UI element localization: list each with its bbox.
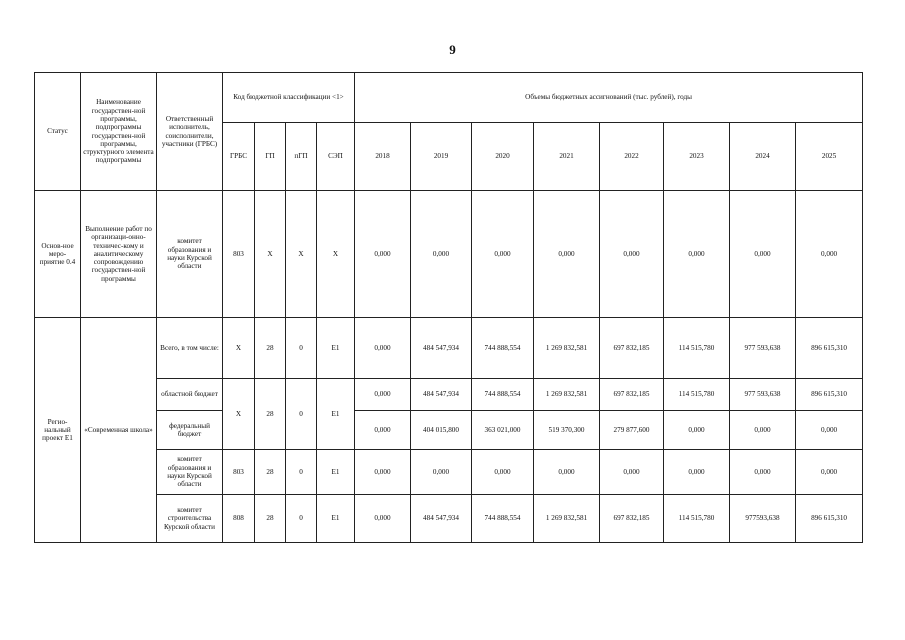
value-cell: 977593,638: [730, 495, 796, 543]
value-cell: 404 015,800: [411, 411, 472, 450]
code-cell: 28: [255, 495, 286, 543]
value-cell: 0,000: [664, 411, 730, 450]
status-cell: Основ-ное меро-приятие 0.4: [35, 191, 81, 318]
value-cell: 977 593,638: [730, 379, 796, 411]
code-cell: Е1: [317, 495, 355, 543]
value-cell: 114 515,780: [664, 495, 730, 543]
header-code-sep: СЭП: [317, 123, 355, 191]
value-cell: 0,000: [730, 450, 796, 495]
value-cell: 1 269 832,581: [534, 379, 600, 411]
code-cell: Е1: [317, 379, 355, 450]
value-cell: 0,000: [355, 318, 411, 379]
value-cell: 484 547,934: [411, 318, 472, 379]
status-cell: Регио-нальный проект Е1: [35, 318, 81, 543]
value-cell: 697 832,185: [600, 318, 664, 379]
header-name: Наименование государствен-ной программы, подпрограммы государствен-ной программы, структурного элемента подпрограммы: [81, 73, 157, 191]
code-cell: Е1: [317, 318, 355, 379]
value-cell: 697 832,185: [600, 379, 664, 411]
code-cell: 28: [255, 318, 286, 379]
header-code-group: Код бюджетной классификации <1>: [223, 73, 355, 123]
value-cell: 697 832,185: [600, 495, 664, 543]
header-year: 2025: [796, 123, 863, 191]
value-cell: 0,000: [355, 450, 411, 495]
code-cell: Х: [223, 379, 255, 450]
value-cell: 0,000: [664, 191, 730, 318]
code-cell: Х: [286, 191, 317, 318]
page-number: 9: [449, 42, 456, 57]
value-cell: 1 269 832,581: [534, 495, 600, 543]
value-cell: 279 877,600: [600, 411, 664, 450]
value-cell: 363 021,000: [472, 411, 534, 450]
value-cell: 0,000: [472, 191, 534, 318]
value-cell: 0,000: [796, 411, 863, 450]
value-cell: 0,000: [355, 379, 411, 411]
code-cell: 28: [255, 379, 286, 450]
header-year: 2018: [355, 123, 411, 191]
value-cell: 0,000: [355, 191, 411, 318]
executor-cell: комитет образования и науки Курской области: [157, 191, 223, 318]
value-cell: 0,000: [411, 191, 472, 318]
header-year: 2021: [534, 123, 600, 191]
header-code-pgp: пГП: [286, 123, 317, 191]
value-cell: 896 615,310: [796, 495, 863, 543]
value-cell: 519 370,300: [534, 411, 600, 450]
header-status: Статус: [35, 73, 81, 191]
code-cell: 0: [286, 495, 317, 543]
executor-cell: федеральный бюджет: [157, 411, 223, 450]
value-cell: 896 615,310: [796, 379, 863, 411]
header-year: 2019: [411, 123, 472, 191]
value-cell: 114 515,780: [664, 379, 730, 411]
value-cell: 0,000: [411, 450, 472, 495]
code-cell: 0: [286, 379, 317, 450]
value-cell: 484 547,934: [411, 379, 472, 411]
table-row: [35, 450, 863, 495]
code-cell: 0: [286, 450, 317, 495]
executor-cell: Всего, в том числе:: [157, 318, 223, 379]
value-cell: 0,000: [534, 191, 600, 318]
code-cell: 0: [286, 318, 317, 379]
value-cell: 0,000: [730, 191, 796, 318]
budget-table: [34, 72, 863, 543]
header-year: 2022: [600, 123, 664, 191]
header-year: 2023: [664, 123, 730, 191]
header-code-grbs: ГРБС: [223, 123, 255, 191]
value-cell: 744 888,554: [472, 318, 534, 379]
table-row: [35, 318, 863, 379]
value-cell: 744 888,554: [472, 495, 534, 543]
value-cell: 744 888,554: [472, 379, 534, 411]
name-cell: Выполнение работ по организаци-онно-техничес-кому и аналитическому сопровождению государствен-ной программы: [81, 191, 157, 318]
value-cell: 896 615,310: [796, 318, 863, 379]
table-row: [35, 495, 863, 543]
value-cell: 484 547,934: [411, 495, 472, 543]
name-cell: «Современная школа»: [81, 318, 157, 543]
header-year: 2024: [730, 123, 796, 191]
value-cell: 1 269 832,581: [534, 318, 600, 379]
table-row: [35, 379, 863, 411]
value-cell: 977 593,638: [730, 318, 796, 379]
table-row: [35, 191, 863, 318]
header-year: 2020: [472, 123, 534, 191]
executor-cell: комитет строительства Курской области: [157, 495, 223, 543]
value-cell: 0,000: [600, 450, 664, 495]
value-cell: 0,000: [796, 191, 863, 318]
code-cell: Е1: [317, 450, 355, 495]
value-cell: 0,000: [472, 450, 534, 495]
code-cell: 28: [255, 450, 286, 495]
value-cell: 0,000: [796, 450, 863, 495]
value-cell: 0,000: [355, 495, 411, 543]
value-cell: 114 515,780: [664, 318, 730, 379]
value-cell: 0,000: [600, 191, 664, 318]
header-code-gp: ГП: [255, 123, 286, 191]
executor-cell: областной бюджет: [157, 379, 223, 411]
header-volume-group: Объемы бюджетных ассигнований (тыс. рублей), годы: [355, 73, 863, 123]
value-cell: 0,000: [355, 411, 411, 450]
code-cell: 803: [223, 191, 255, 318]
code-cell: Х: [255, 191, 286, 318]
executor-cell: комитет образования и науки Курской области: [157, 450, 223, 495]
table-row: [35, 411, 863, 450]
header-executor: Ответственный исполнитель, соисполнители, участники (ГРБС): [157, 73, 223, 191]
value-cell: 0,000: [664, 450, 730, 495]
value-cell: 0,000: [730, 411, 796, 450]
code-cell: 808: [223, 495, 255, 543]
code-cell: 803: [223, 450, 255, 495]
value-cell: 0,000: [534, 450, 600, 495]
code-cell: Х: [317, 191, 355, 318]
code-cell: Х: [223, 318, 255, 379]
